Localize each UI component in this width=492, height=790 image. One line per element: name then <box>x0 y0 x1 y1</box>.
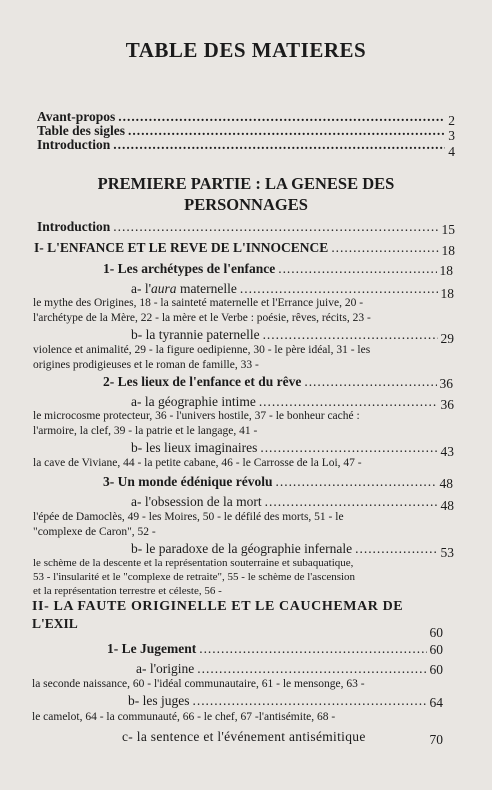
entry-label: I- L'ENFANCE ET LE REVE DE L'INNOCENCE <box>34 240 329 255</box>
toc-entry-introduction <box>37 137 455 159</box>
entry-label: a- l'origine <box>136 661 195 676</box>
toc-entry-s1b <box>131 327 454 346</box>
entry-label: a- l'obsession de la mort <box>131 494 262 509</box>
dot-leader <box>304 374 436 390</box>
page-number: 60 <box>429 625 443 640</box>
entry-description <box>32 710 447 725</box>
toc-entry-c2s1a <box>136 661 443 677</box>
dot-leader <box>199 641 426 657</box>
description-line: origines prodigieuses et le roman de famille, 33 - <box>33 358 259 371</box>
page-number: 36 <box>439 376 453 391</box>
page-number: 70 <box>429 732 443 747</box>
description-line: la cave de Viviane, 44 - la petite cabane, 46 - le Carrosse de la Loi, 47 - <box>33 457 362 469</box>
toc-entry-s1a <box>131 281 454 301</box>
description-line: le microcosme protecteur, 36 - l'univers hostile, 37 - le bonheur caché : <box>33 410 360 422</box>
toc-entry-chapter-1 <box>34 240 455 256</box>
entry-label: L'EXIL <box>32 616 78 631</box>
description-line: "complexe de Caron", 52 - <box>33 525 156 538</box>
toc-entry-part-introduction <box>37 219 455 235</box>
toc-entry-section-1 <box>103 261 453 277</box>
description-line: l'épée de Damoclès, 49 - les Moires, 50 - le défilé des morts, 51 - le <box>33 511 344 523</box>
entry-description <box>32 677 447 692</box>
page-number: 15 <box>441 222 455 237</box>
page-number: 48 <box>439 476 453 491</box>
dot-leader <box>276 474 437 490</box>
page-number: 3 <box>448 128 455 143</box>
dot-leader <box>278 261 436 277</box>
entry-label: 1- Les archétypes de l'enfance <box>103 261 276 276</box>
entry-label: b- les juges <box>128 693 190 708</box>
description-line: le camelot, 64 - la communauté, 66 - le chef, 67 -l'antisémite, 68 - <box>32 711 336 723</box>
toc-entry-c2s1b <box>128 693 443 709</box>
label-prefix: a- l' <box>131 281 152 296</box>
chapter-title-line: II- LA FAUTE ORIGINELLE ET LE CAUCHEMAR DE <box>32 599 404 614</box>
part-title <box>60 173 432 215</box>
page-number: 48 <box>440 498 454 513</box>
description-line: violence et animalité, 29 - la figure oedipienne, 30 - le père idéal, 31 - les <box>33 344 371 356</box>
dot-leader <box>331 240 438 256</box>
part-title-line: PERSONNAGES <box>184 195 308 214</box>
dot-leader <box>263 327 438 343</box>
description-line: 53 - l'insularité et le "complexe de retraite", 55 - le schème de l'ascension <box>33 571 356 583</box>
entry-label: Introduction <box>37 137 111 152</box>
toc-entry-chapter-2 <box>32 616 443 640</box>
page-number: 29 <box>440 331 454 346</box>
page-number: 18 <box>440 286 454 301</box>
entry-label: b- les lieux imaginaires <box>131 440 258 455</box>
dot-leader <box>260 440 437 456</box>
chapter-2-title <box>32 598 403 615</box>
toc-entry-s3b <box>131 541 454 560</box>
entry-label: 1- Le Jugement <box>107 641 197 656</box>
description-line: l'armoire, la clef, 39 - la patrie et le langage, 41 - <box>33 424 258 437</box>
dot-leader <box>355 541 437 557</box>
page-number: 60 <box>429 662 443 677</box>
page-number: 53 <box>440 545 454 560</box>
page-number: 18 <box>439 263 453 278</box>
label-suffix: maternelle <box>176 281 237 296</box>
entry-description <box>33 556 448 598</box>
entry-label: Introduction <box>37 219 111 234</box>
entry-label: b- la tyrannie paternelle <box>131 327 260 342</box>
dot-leader <box>265 494 438 510</box>
entry-description <box>33 296 448 325</box>
toc-entry-c2-section-1 <box>107 641 443 657</box>
toc-entry-s2b <box>131 440 454 459</box>
entry-label: b- le paradoxe de la géographie infernale <box>131 541 353 556</box>
page-title: TABLE DES MATIERES <box>125 38 367 62</box>
toc-entry-s3a <box>131 494 454 513</box>
entry-description <box>33 343 448 372</box>
page-number: 60 <box>429 642 443 657</box>
entry-description <box>33 510 448 539</box>
entry-label: Table des sigles <box>37 123 126 138</box>
dot-leader <box>113 219 438 235</box>
description-line: la seconde naissance, 60 - l'idéal communautaire, 61 - le mensonge, 63 - <box>32 678 365 690</box>
dot-leader <box>259 394 438 410</box>
page-number: 43 <box>440 444 454 459</box>
label-italic: aura <box>151 281 177 296</box>
description-line: l'archétype de la Mère, 22 - la mère et le Verbe : poésie, rêves, récits, 23 - <box>33 311 371 324</box>
entry-label: c- la sentence et l'événement antisémitique <box>122 729 366 744</box>
entry-label: 2- Les lieux de l'enfance et du rêve <box>103 374 302 389</box>
page-number: 36 <box>440 397 454 412</box>
page-number: 18 <box>441 243 455 258</box>
entry-description <box>33 409 448 438</box>
page-number: 64 <box>429 695 443 710</box>
dot-leader <box>193 693 427 709</box>
part-title-line: PREMIERE PARTIE : LA GENESE DES <box>97 174 395 193</box>
description-line: et la représentation terrestre et céleste, 56 - <box>33 585 222 597</box>
toc-entry-c2s1c <box>122 729 443 745</box>
page-number: 2 <box>448 113 455 128</box>
description-line: le schème de la descente et la représentation souterraine et subaquatique, <box>33 557 354 569</box>
toc-entry-s2a <box>131 394 454 410</box>
entry-description <box>33 456 448 471</box>
entry-label: Avant-propos <box>37 109 116 124</box>
toc-entry-section-2 <box>103 374 453 390</box>
description-line: le mythe des Origines, 18 - la sainteté maternelle et l'Errance juive, 20 - <box>33 297 364 309</box>
dot-leader <box>240 281 438 297</box>
dot-leader <box>113 137 445 153</box>
toc-entry-section-3 <box>103 474 453 490</box>
entry-label: a- la géographie intime <box>131 394 256 409</box>
entry-label <box>131 281 237 297</box>
dot-leader <box>197 661 426 677</box>
page-number: 4 <box>448 144 455 159</box>
entry-label: 3- Un monde édénique révolu <box>103 474 273 489</box>
